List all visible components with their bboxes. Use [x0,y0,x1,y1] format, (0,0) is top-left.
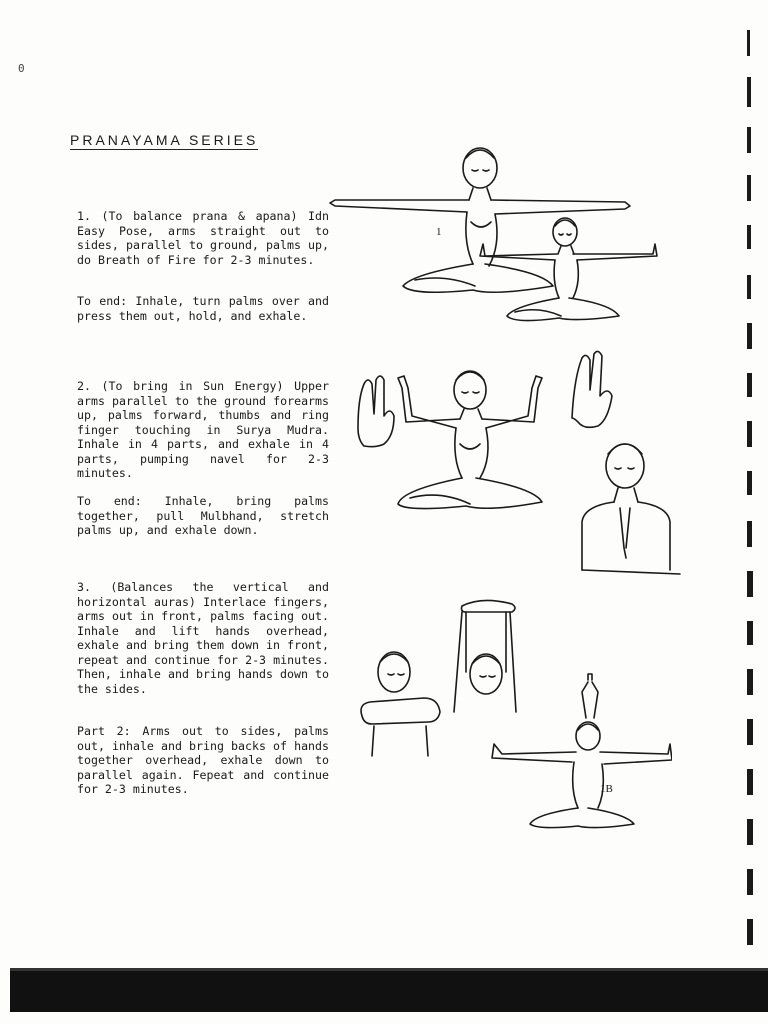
page-title: PRANAYAMA SERIES [70,132,259,148]
exercise-3-description: 3. (Balances the vertical and horizontal auras) Interlace fingers, arms out in front, palms facing out. Inhale and lift hands overhead, exhale and bring them down in front, repeat and continue for 2-3 minutes. Then, inhale and bring hands down to the sides. [77,580,329,696]
figure-1-label: 1 [436,226,442,238]
exercise-1-description: 1. (To balance prana & apana) Idn Easy Pose, arms straight out to sides, parallel to ground, palms up, do Breath of Fire for 2-3 minutes. [77,209,329,267]
figure-1b-label: 1B [600,783,613,795]
exercise-3-part-2: Part 2: Arms out to sides, palms out, inhale and bring backs of hands together overhead, exhale down to parallel again. Fepeat and continue for 2-3 minutes. [77,724,329,796]
scan-edge-shadow [10,968,768,1012]
exercise-1-ending: To end: Inhale, turn palms over and press them out, hold, and exhale. [77,294,329,323]
page-number: 0 [18,62,25,75]
binder-holes-strip [742,25,756,955]
exercise-3-illustration [352,596,672,830]
exercise-2-description: 2. (To bring in Sun Energy) Upper arms parallel to the ground forearms up, palms forward, thumbs and ring finger touching in Surya Mudra. Inhale in 4 parts, and exhale in 4 parts, pumping navel for 2-3 minutes. [77,379,329,480]
exercise-2-illustration [350,348,690,588]
exercise-2-ending: To end: Inhale, bring palms together, pull Mulbhand, stretch palms up, and exhale down. [77,494,329,537]
exercise-1-illustration [325,140,665,325]
